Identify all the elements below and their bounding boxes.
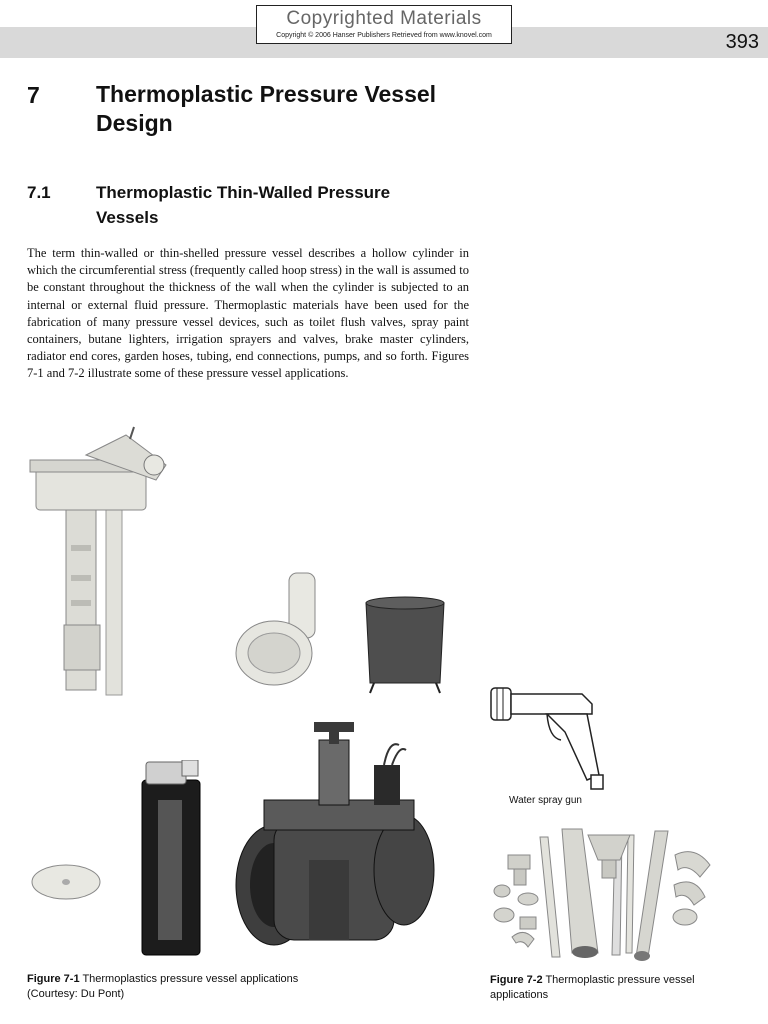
spray-gun-image (487, 680, 617, 795)
copyright-title: Copyrighted Materials (286, 8, 482, 29)
figure-7-1-caption (27, 972, 367, 1002)
figure-7-2-text: Thermoplastic pressure vessel applications (490, 974, 695, 1001)
flush-valve-image (26, 425, 186, 700)
copyright-stamp (256, 5, 512, 44)
cup-part-image (360, 595, 450, 695)
figure-7-2-label: Figure 7-2 (490, 974, 543, 986)
figure-7-2-caption (490, 973, 720, 1003)
pipe-fittings-image (490, 825, 715, 965)
copyright-line: Copyright © 2006 Hanser Publishers Retrieved from www.knovel.com (276, 32, 492, 39)
spray-gun-label: Water spray gun (509, 795, 582, 806)
chapter-number: 7 (27, 82, 40, 108)
section-number: 7.1 (27, 183, 51, 202)
irrigation-valve-image (234, 720, 439, 960)
body-paragraph: The term thin-walled or thin-shelled pressure vessel describes a hollow cylinder in which the circumferential stress (frequently called hoop stress) in the wall is assumed to be constant throughout the thickness of the wall when the cylinder is subjected to an internal or external fluid pressure. Thermoplastic materials have been used for the fabrication of many pressure vessel devices, such as toilet flush valves, spray paint containers, butane lighters, irrigation sprayers and valves, brake master cylinders, radiator end cores, garden hoses, tubing, end connections, pumps, and so forth. Figures 7-1 and 7-2 illustrate some of these pressure vessel applications. (27, 246, 469, 381)
chapter-title: Thermoplastic Pressure Vessel Design (96, 81, 437, 136)
section-title: Thermoplastic Thin-Walled Pressure Vessels (96, 183, 391, 227)
figure-7-1-text: Thermoplastics pressure vessel applications (82, 973, 299, 985)
figure-7-1-label: Figure 7-1 (27, 973, 80, 985)
funnel-part-image (234, 568, 334, 693)
oval-part-image (30, 862, 102, 902)
lighter-image (138, 760, 206, 958)
page-number: 393 (725, 31, 759, 53)
figure-7-1-courtesy: (Courtesy: Du Pont) (27, 988, 125, 1000)
